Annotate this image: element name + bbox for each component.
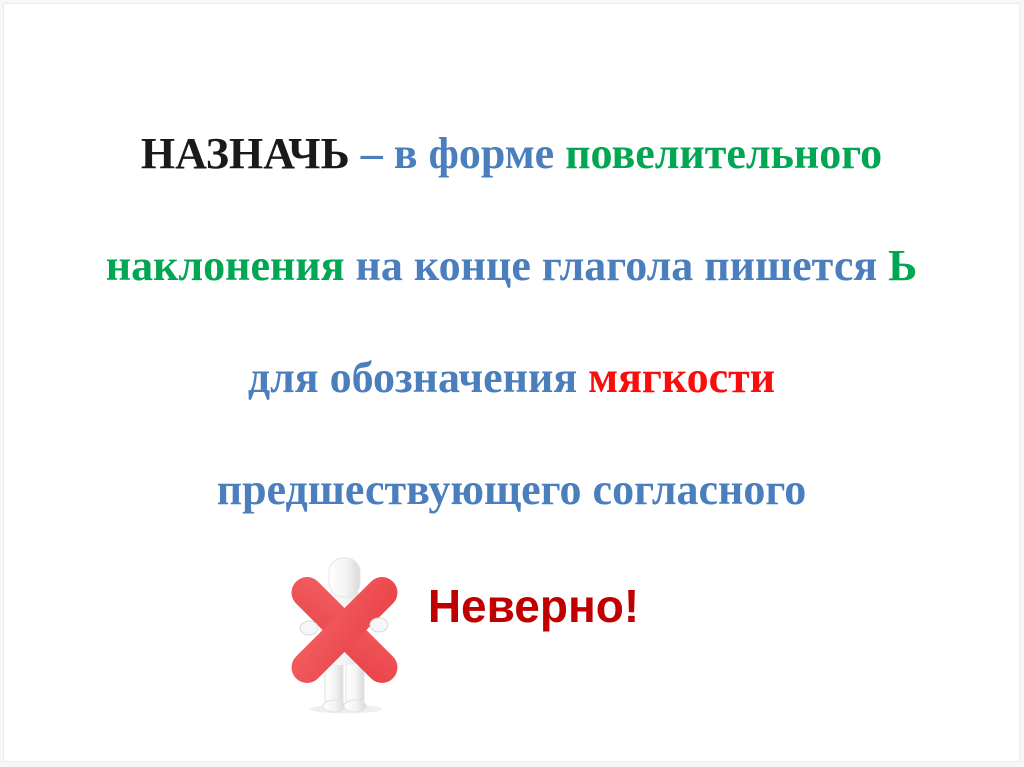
text-line-4: [4, 434, 1019, 546]
text-segment: на конце глагола пишется: [344, 241, 889, 290]
figure-holding-red-x-icon: [288, 557, 402, 714]
text-segment: мягкости: [588, 353, 776, 402]
text-line-2: [4, 210, 1019, 322]
text-segment: наклонения: [105, 241, 345, 290]
text-segment: повелительного: [565, 129, 883, 178]
text-segment: – в форме: [349, 129, 566, 178]
text-segment: Ь: [888, 241, 918, 290]
verdict-label: Неверно!: [427, 580, 640, 632]
slide-text: [4, 4, 1019, 546]
text-line-3: [4, 322, 1019, 434]
text-segment: предшествующего согласного: [216, 465, 807, 514]
text-segment: для обозначения: [247, 353, 589, 402]
text-segment: НАЗНАЧЬ: [140, 129, 350, 178]
verdict-row: [0, 557, 971, 714]
text-line-1: [4, 98, 1019, 210]
slide: [3, 3, 1020, 762]
